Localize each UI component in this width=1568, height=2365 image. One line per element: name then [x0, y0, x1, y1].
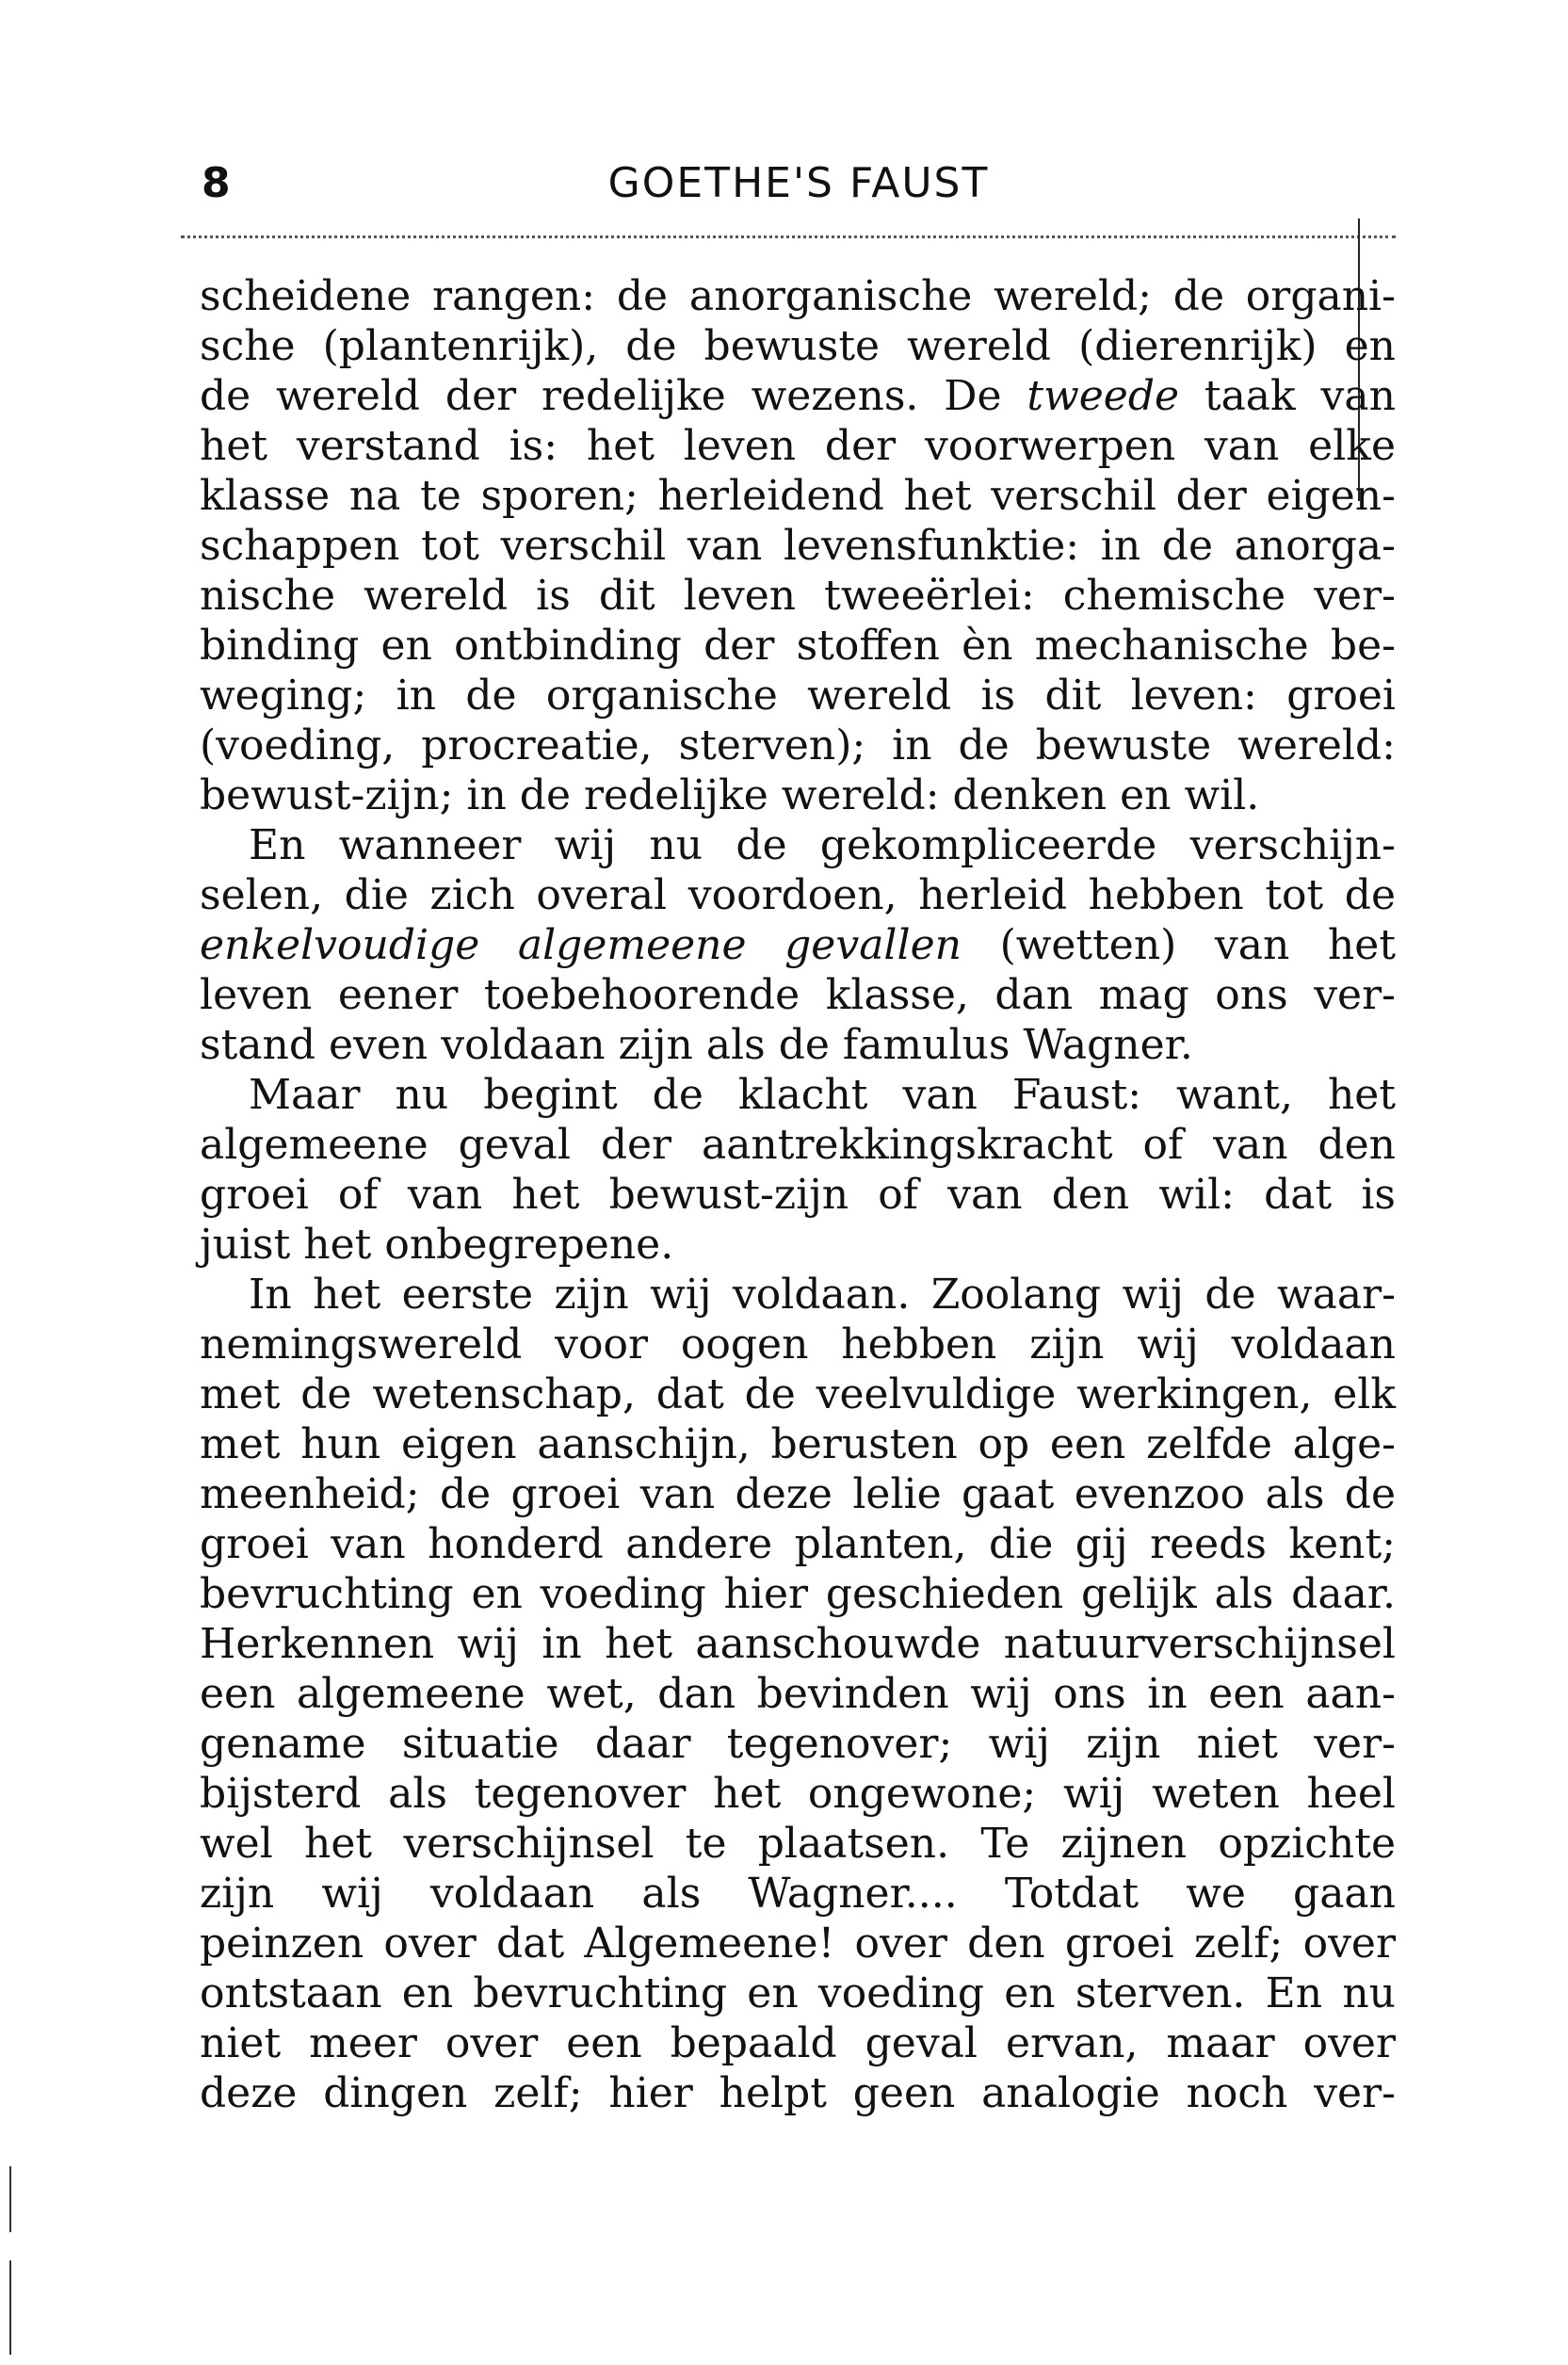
paragraph-end-line: stand even voldaan zijn als de famulus Wagner.	[200, 1021, 1193, 1069]
paragraph-start-line: Maar nu begint de klacht van Faust: want, het	[249, 1071, 1396, 1119]
text-line: Herkennen wij in het aanschouwde natuurverschijnsel	[200, 1620, 1396, 1668]
text-line: met hun eigen aanschijn, berusten op een zelfde alge-	[200, 1420, 1396, 1468]
scan-edge-mark	[9, 2166, 11, 2232]
text-segment: taak van	[1204, 372, 1396, 420]
text-line: niet meer over een bepaald geval ervan, maar over	[200, 2019, 1396, 2067]
text-line: deze dingen zelf; hier helpt geen analogie noch ver-	[200, 2069, 1396, 2117]
text-line: nische wereld is dit leven tweeërlei: chemische ver-	[200, 572, 1396, 620]
text-line: selen, die zich overal voordoen, herleid hebben tot de	[200, 871, 1396, 919]
text-line: gename situatie daar tegenover; wij zijn niet ver-	[200, 1720, 1396, 1768]
text-line	[200, 920, 1396, 970]
text-line: binding en ontbinding der stoffen èn mechanische be-	[200, 622, 1396, 670]
paragraph-end-line: bewust-zijn; in de redelijke wereld: denken en wil.	[200, 771, 1260, 819]
text-line: leven eener toebehoorende klasse, dan mag ons ver-	[200, 971, 1396, 1019]
text-line: nemingswereld voor oogen hebben zijn wij voldaan	[200, 1320, 1396, 1369]
text-line: zijn wij voldaan als Wagner.... Totdat we gaan	[200, 1870, 1396, 1918]
text-line: meenheid; de groei van deze lelie gaat evenzoo als de	[200, 1470, 1396, 1518]
text-line: groei of van het bewust-zijn of van den wil: dat is	[200, 1171, 1396, 1219]
text-line: sche (plantenrijk), de bewuste wereld (dierenrijk) en	[200, 322, 1396, 370]
text-line	[200, 371, 1396, 421]
text-line: een algemeene wet, dan bevinden wij ons in een aan-	[200, 1670, 1396, 1718]
text-line: bijsterd als tegenover het ongewone; wij weten heel	[200, 1770, 1396, 1818]
running-head	[202, 151, 1396, 217]
text-line: bevruchting en voeding hier geschieden gelijk als daar.	[200, 1570, 1396, 1618]
header-dotted-rule	[181, 235, 1396, 238]
text-line: weging; in de organische wereld is dit leven: groei	[200, 672, 1396, 720]
emphasis-text: enkelvoudige algemeene gevallen	[200, 921, 962, 969]
text-line: peinzen over dat Algemeene! over den groei zelf; over	[200, 1920, 1396, 1968]
page-number: 8	[202, 159, 231, 207]
text-line: (voeding, procreatie, sterven); in de bewuste wereld:	[200, 721, 1396, 769]
text-segment: (wetten) van het	[999, 921, 1396, 969]
paragraph-start-line: En wanneer wij nu de gekompliceerde verschijn-	[249, 821, 1396, 869]
text-line: schappen tot verschil van levensfunktie: in de anorga-	[200, 522, 1396, 570]
text-line: met de wetenschap, dat de veelvuldige werkingen, elk	[200, 1370, 1396, 1418]
running-title: GOETHE'S FAUST	[607, 159, 990, 207]
text-line: het verstand is: het leven der voorwerpen van elke	[200, 422, 1396, 470]
text-line: groei van honderd andere planten, die gij reeds kent;	[200, 1520, 1396, 1568]
body-text	[200, 271, 1396, 2118]
text-line: wel het verschijnsel te plaatsen. Te zijnen opzichte	[200, 1820, 1396, 1868]
scan-edge-mark	[9, 2260, 11, 2355]
text-segment: de wereld der redelijke wezens. De	[200, 372, 1002, 420]
text-line: scheidene rangen: de anorganische wereld; de organi-	[200, 272, 1396, 320]
text-line: klasse na te sporen; herleidend het verschil der eigen-	[200, 472, 1396, 520]
text-line: algemeene geval der aantrekkingskracht of van den	[200, 1121, 1396, 1169]
emphasis-text: tweede	[1026, 372, 1180, 420]
paragraph-end-line: juist het onbegrepene.	[200, 1221, 674, 1269]
paragraph-start-line: In het eerste zijn wij voldaan. Zoolang wij de waar-	[249, 1271, 1396, 1319]
text-line: ontstaan en bevruchting en voeding en sterven. En nu	[200, 1969, 1396, 2017]
